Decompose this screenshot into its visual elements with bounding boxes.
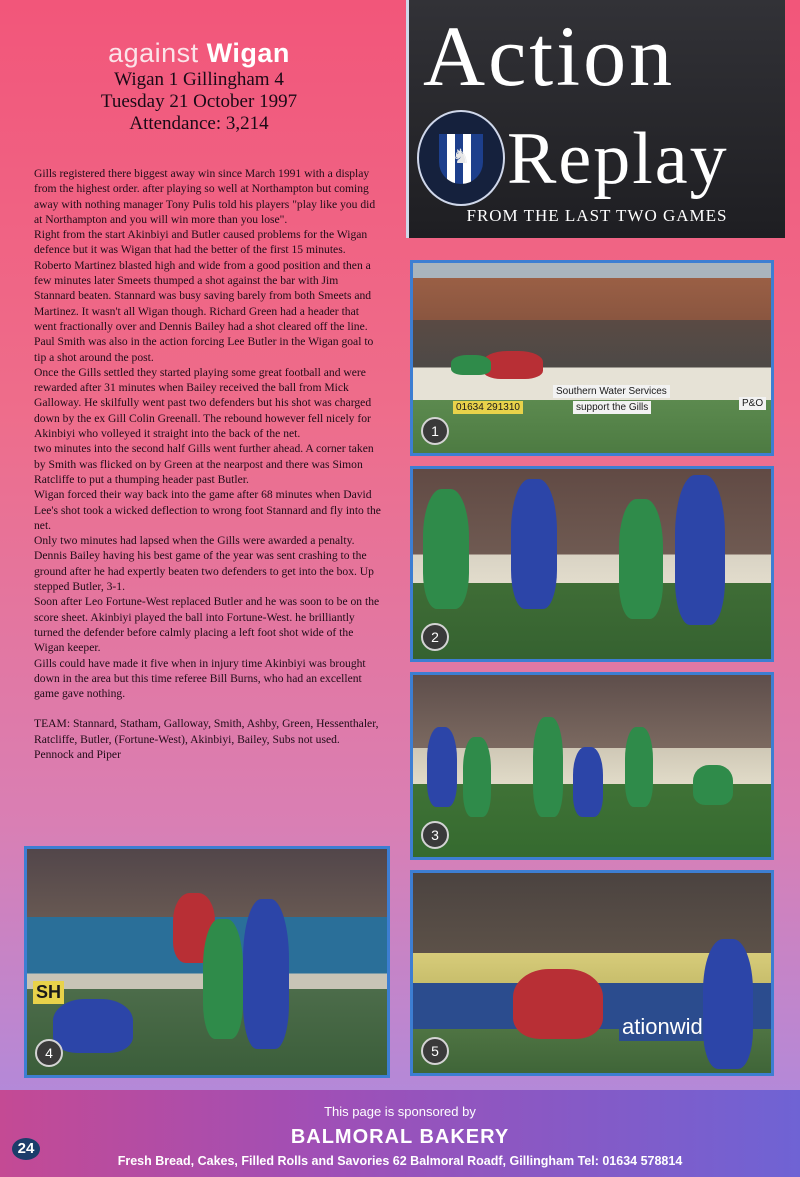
report-paragraph: Soon after Leo Fortune-West replaced Butler and he was soon to be on the score sheet. Akinbiyi played the ball into Fortune-West. he brilliantly turned the defender before calmly placing a left foot shot wide of the Wigan keeper. xyxy=(34,595,380,655)
photo-4 xyxy=(24,846,390,1078)
action-replay-title-panel xyxy=(406,0,785,238)
player-figure xyxy=(625,727,653,807)
report-paragraph: Gills could have made it five when in injury time Akinbiyi was brought down in the area but this time referee Bill Burns, who had an excellent game gave nothing. xyxy=(34,656,366,701)
photo-number-badge: 1 xyxy=(421,417,449,445)
player-figure xyxy=(533,717,563,817)
report-paragraph: Only two minutes had lapsed when the Gills were awarded a penalty. Dennis Bailey having his best game of the year was sent crashing to the ground after he had expertly beaten two defenders to get into the box. Up stepped Butler, 3-1. xyxy=(34,534,374,594)
report-paragraph: Wigan forced their way back into the game after 68 minutes when David Lee's shot took a wicked deflection to wrong foot Stannard and fly into the net. xyxy=(34,488,381,532)
player-figure xyxy=(693,765,733,805)
photo-5 xyxy=(410,870,774,1076)
player-figure xyxy=(427,727,457,807)
photo-number-badge: 5 xyxy=(421,1037,449,1065)
sponsor-footer xyxy=(0,1090,800,1177)
ad-board-text: support the Gills xyxy=(573,401,651,414)
against-heading xyxy=(0,38,398,69)
ad-board-text: ationwid xyxy=(619,1013,706,1041)
against-prefix: against xyxy=(108,38,199,68)
player-figure xyxy=(451,355,491,375)
sponsor-line: This page is sponsored by xyxy=(324,1104,476,1119)
photo-1 xyxy=(410,260,774,456)
ad-board-text: Southern Water Services xyxy=(553,385,670,398)
report-paragraph: Gills registered there biggest away win since March 1991 with a display from the highest order. after playing so well at Northampton but coming away with nothing manager Tony Pulis told his players "play like you did at Northampton and you will win more than you lose". xyxy=(34,167,376,226)
player-figure xyxy=(573,747,603,817)
player-figure xyxy=(423,489,469,609)
title-subtitle: FROM THE LAST TWO GAMES xyxy=(466,206,728,225)
sponsor-company: BALMORAL BAKERY xyxy=(290,1126,510,1148)
report-paragraph: Once the Gills settled they started playing some great football and were rewarded after 31 minutes when Bailey received the ball from Mick Galloway. He skilfully went past two defenders but his shot was charged down by the ex Gill Colin Greenall. The rebound however fell nicely for Akinbiyi who volleyed it straight into the back of the net. xyxy=(34,365,372,441)
player-figure xyxy=(511,479,557,609)
match-date: Tuesday 21 October 1997 xyxy=(100,91,298,112)
title-replay: Replay xyxy=(507,118,729,200)
ad-board-text: SH xyxy=(33,981,64,1004)
report-paragraph: two minutes into the second half Gills went further ahead. A corner taken by Smith was flicked on by Green at the nearpost and there was Simon Ratcliffe to put a thumping header past Butler. xyxy=(34,442,374,486)
opponent-name: Wigan xyxy=(206,38,290,68)
photo-number-badge: 3 xyxy=(421,821,449,849)
player-figure xyxy=(53,999,133,1053)
page-number: 24 xyxy=(12,1138,40,1160)
ad-board-text: 01634 291310 xyxy=(453,401,523,414)
team-lineup: TEAM: Stannard, Statham, Galloway, Smith, Ashby, Green, Hessenthaler, Ratcliffe, Butler, (Fortune-West), Akinbiyi, Bailey, Subs not used. Pennock and Piper xyxy=(34,717,379,761)
attendance: Attendance: 3,214 xyxy=(129,113,269,134)
photo-number-badge: 2 xyxy=(421,623,449,651)
ad-board-text: P&O xyxy=(739,397,766,410)
player-figure xyxy=(619,499,663,619)
match-report-text xyxy=(34,166,382,762)
photo-2 xyxy=(410,466,774,662)
sponsor-address: Fresh Bread, Cakes, Filled Rolls and Savories 62 Balmoral Roadf, Gillingham Tel: 01634 578814 xyxy=(117,1154,683,1168)
player-figure xyxy=(463,737,491,817)
goalkeeper-figure xyxy=(483,351,543,379)
title-action: Action xyxy=(423,8,676,104)
club-crest-icon xyxy=(417,110,505,206)
player-figure xyxy=(675,475,725,625)
match-report-column xyxy=(0,0,398,840)
player-figure xyxy=(703,939,753,1069)
report-paragraph: Right from the start Akinbiyi and Butler caused problems for the Wigan defence but it was Wigan that had the better of the first 15 minutes. Roberto Martinez blasted high and wide from a good position and then a few minutes later Smeets thumped a shot against the bar with Jim Stannard beaten. Stannard was busy saving barely from both Smeets and Martinez. It wasn't all Wigan though. Richard Green had a header that went fractionally over and Dennis Bailey had a shot cleared off the line. Paul Smith was also in the action forcing Lee Butler in the Wigan goal to tip a shot around the post. xyxy=(34,228,374,364)
horse-icon: ♞ xyxy=(452,146,470,168)
player-figure xyxy=(243,899,289,1049)
score-line: Wigan 1 Gillingham 4 xyxy=(114,69,284,90)
match-headline xyxy=(0,38,398,135)
photo-3 xyxy=(410,672,774,860)
photo-number-badge: 4 xyxy=(35,1039,63,1067)
goalkeeper-figure xyxy=(513,969,603,1039)
player-figure xyxy=(203,919,243,1039)
